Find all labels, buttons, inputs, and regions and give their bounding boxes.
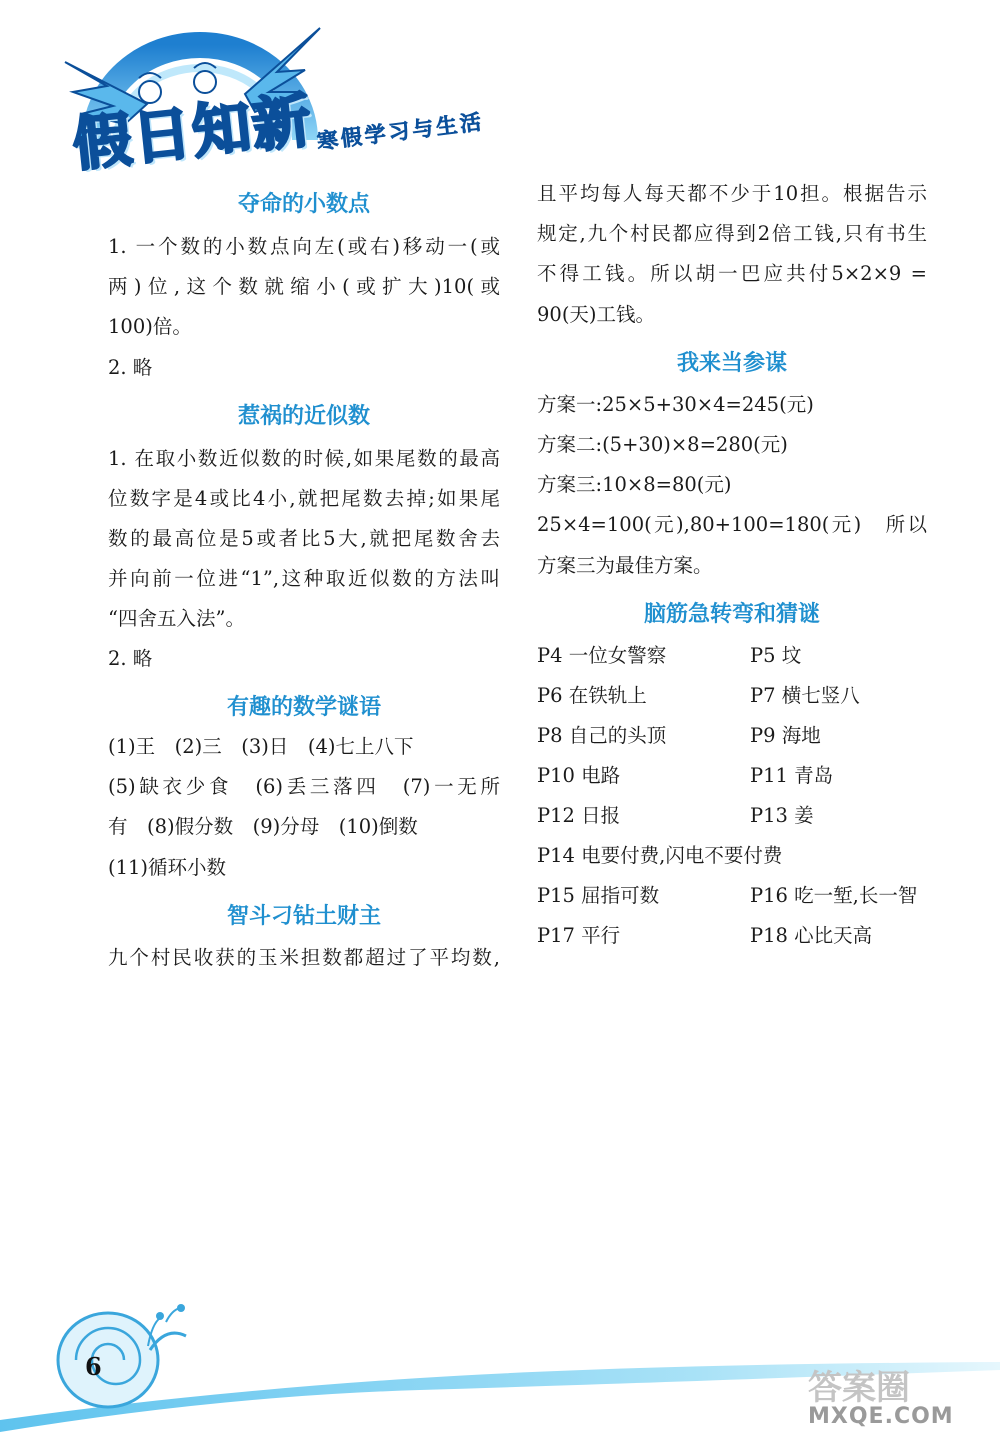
text-line: 位数字是4或比4小,就把尾数去掉;如果尾: [108, 487, 500, 510]
text-line: 方案二:(5+30)×8=280(元): [537, 433, 788, 456]
answer-cell: P5 坟: [750, 644, 802, 667]
answer-cell: P9 海地: [750, 724, 821, 747]
logo-title: 假日知新: [69, 86, 316, 179]
text-line: 规定,九个村民都应得到2倍工钱,只有书生: [537, 222, 927, 245]
text-line: 不得工钱。所以胡一巴应共付5×2×9 =: [537, 262, 927, 285]
answer-cell: P13 姜: [750, 804, 814, 827]
text-line: 且平均每人每天都不少于10担。根据告示: [537, 182, 927, 205]
text-line: 100)倍。: [108, 315, 192, 338]
header-logo: [55, 20, 515, 179]
snail-icon: [58, 1304, 186, 1407]
answer-cell: P4 一位女警察: [537, 644, 667, 667]
text-line: 1. 在取小数近似数的时候,如果尾数的最高: [108, 447, 500, 470]
logo-subtitle: 寒假学习与生活: [315, 109, 486, 154]
text-line: (5)缺衣少食 (6)丢三落四 (7)一无所: [108, 775, 500, 798]
answer-cell: P6 在铁轨上: [537, 684, 647, 707]
text-line: 有 (8)假分数 (9)分母 (10)倒数: [108, 815, 418, 838]
section-heading-advisor: 我来当参谋: [676, 351, 787, 376]
text-line: “四舍五入法”。: [108, 607, 245, 630]
answer-cell: P7 横七竖八: [750, 684, 860, 707]
section-heading-landlord: 智斗刁钻土财主: [226, 904, 381, 929]
page-number: 6: [85, 1352, 102, 1381]
text-line: 方案一:25×5+30×4=245(元): [537, 393, 814, 416]
text-line: 90(天)工钱。: [537, 303, 656, 326]
section-heading-approximation: 惹祸的近似数: [237, 404, 370, 429]
answer-cell: P14 电要付费,闪电不要付费: [537, 844, 783, 867]
text-line: 方案三:10×8=80(元): [537, 473, 732, 496]
answer-cell: P18 心比天高: [750, 924, 873, 947]
text-line: 1. 一个数的小数点向左(或右)移动一(或: [108, 235, 500, 258]
text-line: 2. 略: [108, 647, 153, 670]
section-heading-decimal-point: 夺命的小数点: [237, 192, 370, 217]
section-heading-math-riddles: 有趣的数学谜语: [226, 695, 381, 720]
watermark-title: 答案圈: [808, 1368, 910, 1408]
answer-cell: P11 青岛: [750, 764, 834, 787]
answer-cell: P8 自己的头顶: [537, 724, 667, 747]
answer-cell: P16 吃一堑,长一智: [750, 884, 918, 907]
text-line: 并向前一位进“1”,这种取近似数的方法叫: [108, 567, 500, 590]
text-line: 九个村民收获的玉米担数都超过了平均数,: [108, 946, 500, 969]
watermark-url: MXQE.COM: [808, 1404, 954, 1429]
text-line: 数的最高位是5或者比5大,就把尾数舍去: [108, 527, 500, 550]
text-line: 两)位,这个数就缩小(或扩大)10(或: [108, 275, 500, 298]
text-line: 25×4=100(元),80+100=180(元) 所以: [537, 513, 927, 536]
text-line: (1)王 (2)三 (3)日 (4)七上八下: [108, 735, 414, 758]
answer-cell: P17 平行: [537, 924, 621, 947]
answer-cell: P15 屈指可数: [537, 884, 660, 907]
answer-cell: P12 日报: [537, 804, 621, 827]
text-line: 2. 略: [108, 356, 153, 379]
text-line: (11)循环小数: [108, 856, 227, 879]
text-line: 方案三为最佳方案。: [537, 554, 713, 577]
answer-cell: P10 电路: [537, 764, 621, 787]
section-heading-brain-teasers: 脑筋急转弯和猜谜: [643, 602, 820, 627]
